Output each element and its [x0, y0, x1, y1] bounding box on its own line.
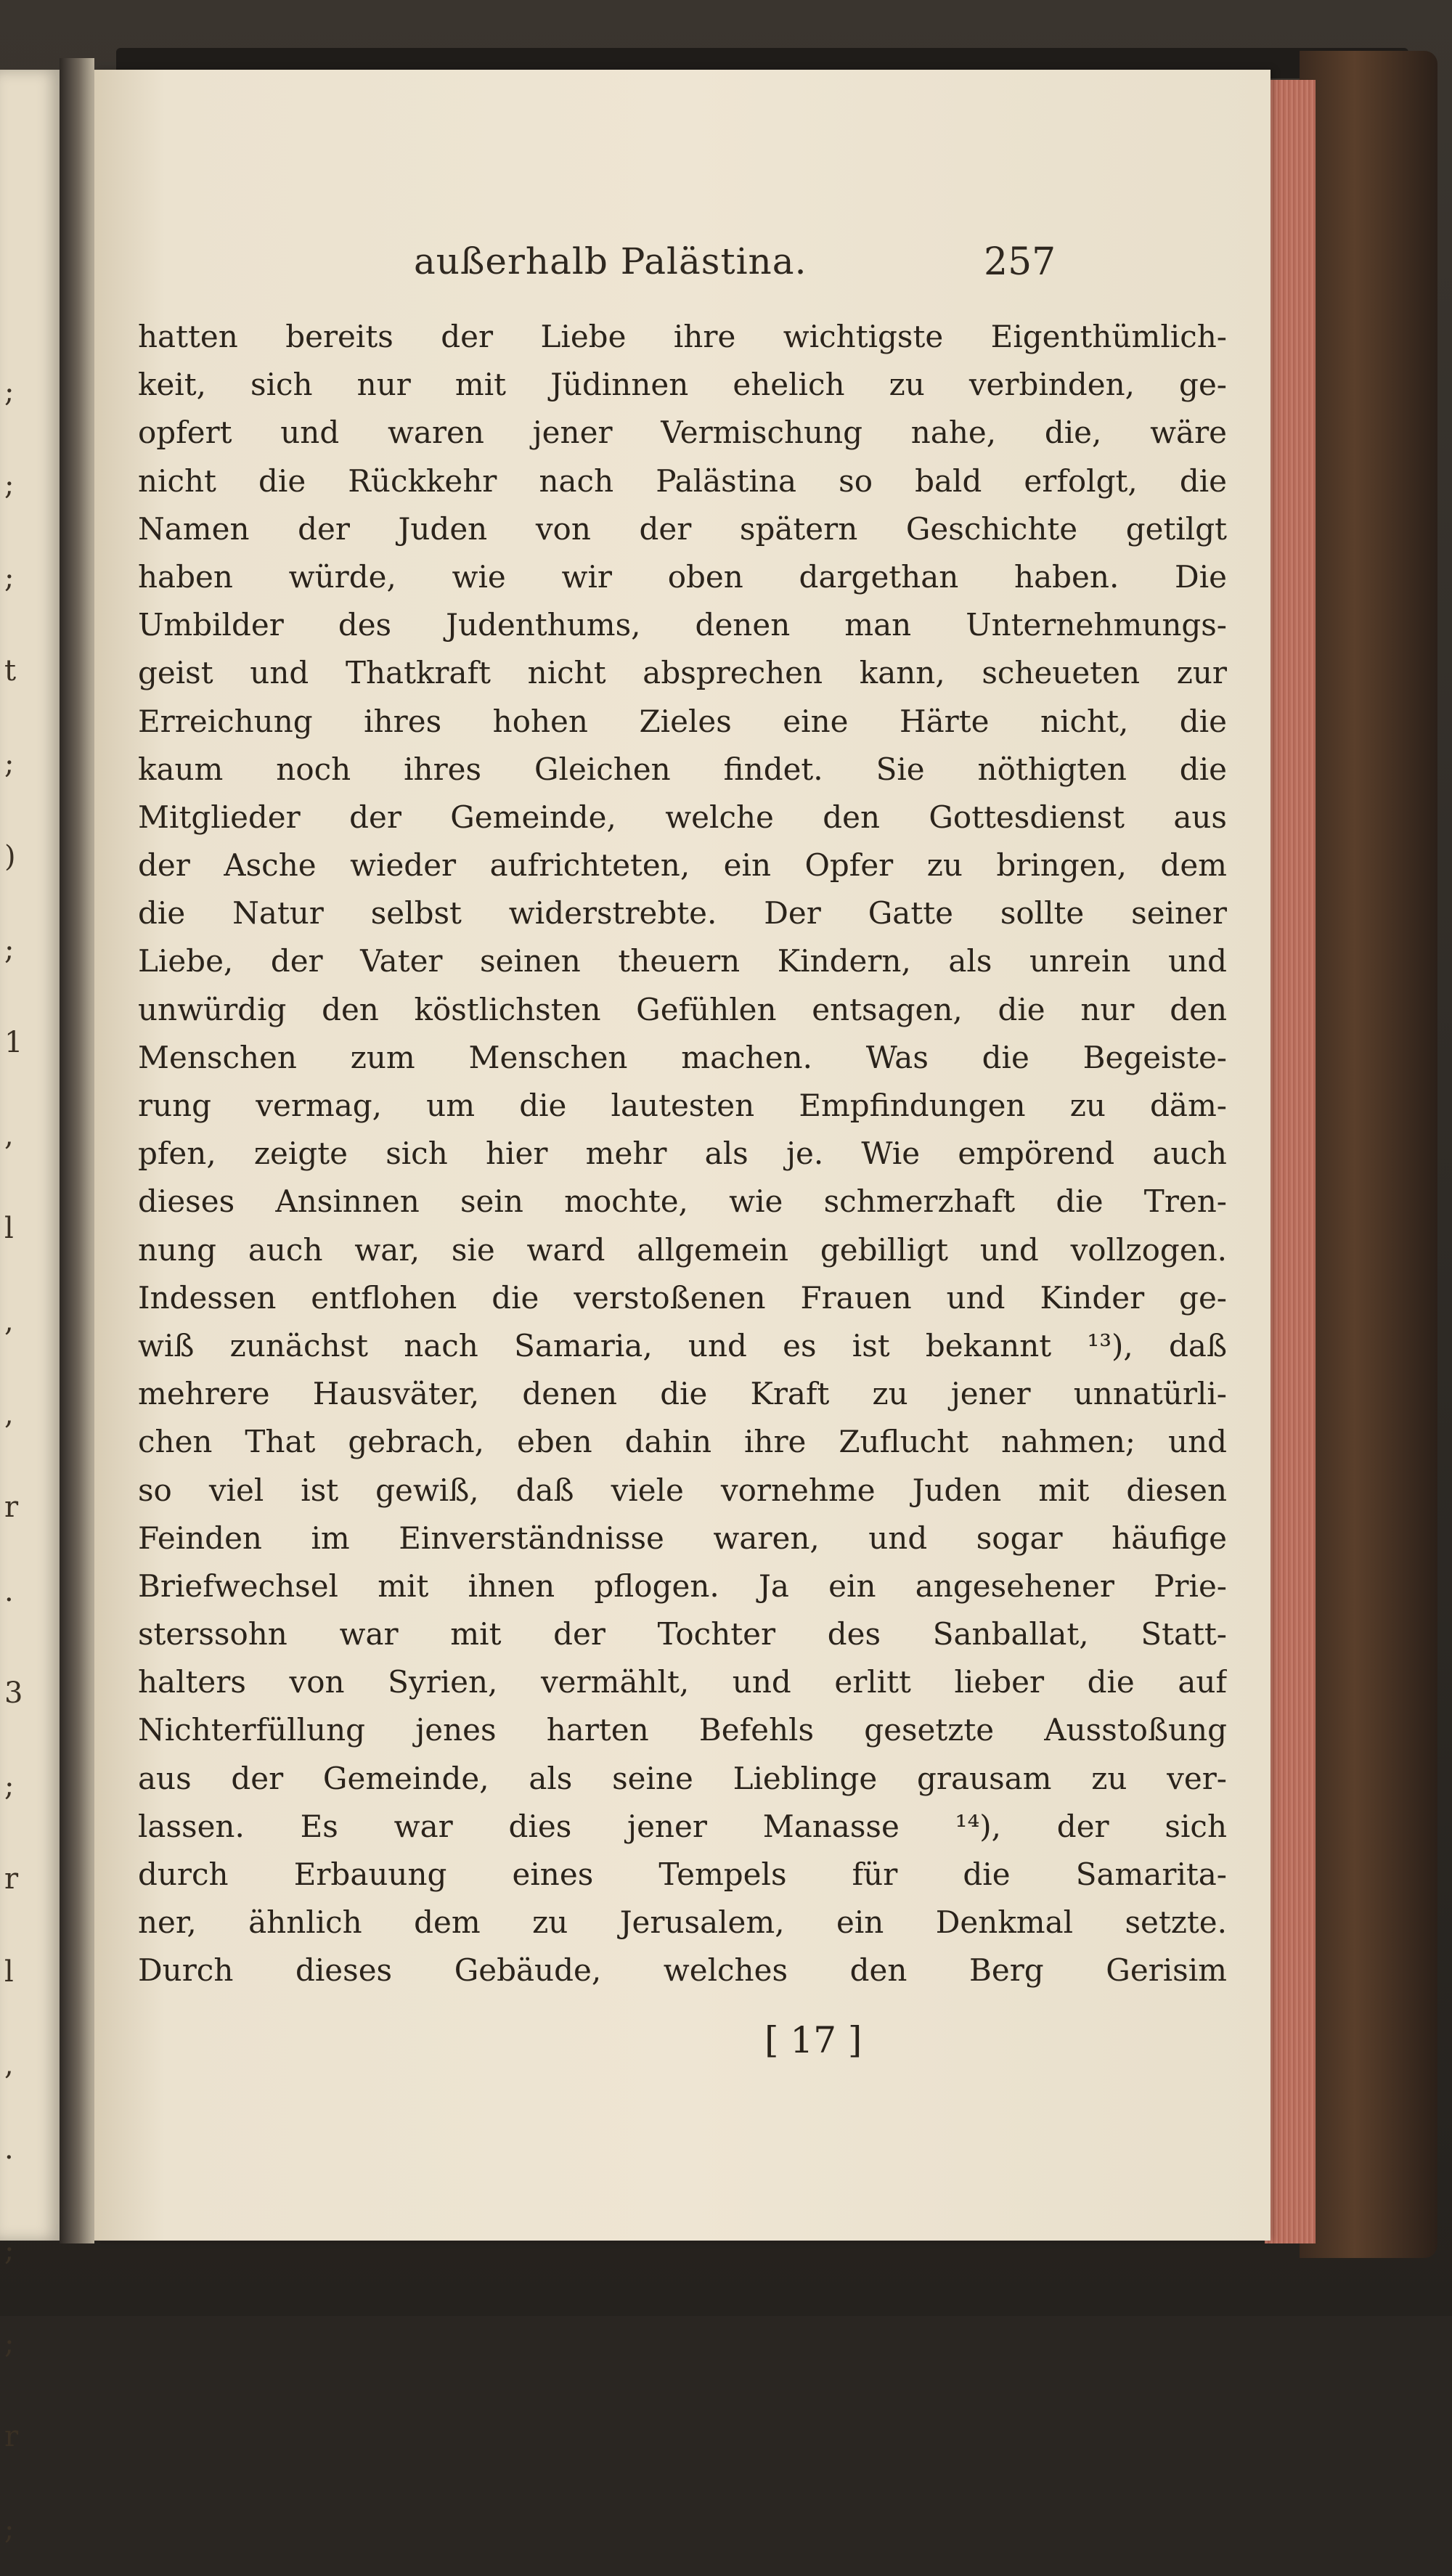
text-line: sterssohn war mit der Tochter des Sanballat, Statt-: [138, 1616, 1227, 1652]
text-line: Namen der Juden von der spätern Geschichte getilgt: [138, 510, 1227, 547]
text-line: pfen, zeigte sich hier mehr als je. Wie empörend auch: [138, 1136, 1227, 1172]
margin-mark: ;: [4, 2327, 15, 2360]
signature-mark: [ 17 ]: [764, 2019, 862, 2061]
text-line: so viel ist gewiß, daß viele vornehme Juden mit diesen: [138, 1472, 1227, 1508]
text-line: Erreichung ihres hohen Zieles eine Härte nicht, die: [138, 703, 1227, 739]
text-line: halters von Syrien, vermählt, und erlitt lieber die auf: [138, 1664, 1227, 1700]
margin-mark: ,: [4, 1305, 14, 1338]
margin-mark: r: [4, 1862, 19, 1896]
text-line: wiß zunächst nach Samaria, und es ist bekannt ¹³), daß: [138, 1327, 1227, 1364]
margin-mark: ;: [4, 2513, 15, 2546]
text-line: Menschen zum Menschen machen. Was die Begeiste-: [138, 1039, 1227, 1075]
margin-mark: ;: [4, 933, 15, 966]
margin-mark: 3: [4, 1676, 23, 1710]
margin-mark: l: [4, 1955, 14, 1989]
text-line: rung vermag, um die lautesten Empfindungen zu däm-: [138, 1088, 1227, 1123]
page-edges: [1265, 80, 1316, 2243]
text-line: keit, sich nur mit Jüdinnen ehelich zu verbinden, ge-: [138, 367, 1227, 403]
margin-mark: ;: [4, 468, 15, 502]
page-number: 257: [984, 240, 1056, 284]
margin-mark: 1: [4, 1026, 23, 1059]
left-page-marginalia: [4, 346, 33, 2546]
text-line: chen That gebrach, eben dahin ihre Zuflucht nahmen; und: [138, 1424, 1227, 1460]
text-line: Mitglieder der Gemeinde, welche den Gottesdienst aus: [138, 799, 1227, 835]
margin-mark: ;: [4, 561, 15, 595]
text-line: mehrere Hausväter, denen die Kraft zu jener unnatürli-: [138, 1376, 1227, 1412]
text-line: aus der Gemeinde, als seine Lieblinge grausam zu ver-: [138, 1760, 1227, 1796]
text-line: ner, ähnlich dem zu Jerusalem, ein Denkmal setzte.: [138, 1904, 1227, 1941]
margin-mark: r: [4, 1491, 19, 1524]
text-line: nung auch war, sie ward allgemein gebilligt und vollzogen.: [138, 1231, 1227, 1268]
text-line: haben würde, wie wir oben dargethan haben. Die: [138, 558, 1227, 595]
margin-mark: r: [4, 2420, 19, 2453]
margin-mark: l: [4, 1212, 14, 1245]
text-line: durch Erbauung eines Tempels für die Samarita-: [138, 1856, 1227, 1892]
text-line: Nichterfüllung jenes harten Befehls gesetzte Ausstoßung: [138, 1712, 1227, 1748]
text-line: Briefwechsel mit ihnen pflogen. Ja ein angesehener Prie-: [138, 1568, 1227, 1604]
text-line: Indessen entflohen die verstoßenen Frauen und Kinder ge-: [138, 1279, 1227, 1316]
book-gutter: [60, 58, 94, 2243]
margin-mark: ,: [4, 2048, 14, 2082]
text-line: Durch dieses Gebäude, welches den Berg Gerisim: [138, 1952, 1227, 1989]
text-line: der Asche wieder aufrichteten, ein Opfer zu bringen, dem: [138, 847, 1227, 884]
body-text: [138, 313, 1227, 1995]
text-line: geist und Thatkraft nicht absprechen kann, scheueten zur: [138, 655, 1227, 691]
text-line: dieses Ansinnen sein mochte, wie schmerzhaft die Tren-: [138, 1183, 1227, 1220]
margin-mark: ·: [4, 1583, 14, 1617]
margin-mark: ;: [4, 1769, 15, 1803]
text-line: opfert und waren jener Vermischung nahe, die, wäre: [138, 415, 1227, 451]
text-line: Feinden im Einverständnisse waren, und sogar häufige: [138, 1520, 1227, 1556]
margin-mark: ·: [4, 2141, 14, 2174]
left-page-edge: [0, 70, 60, 2546]
text-line: Umbilder des Judenthums, denen man Unternehmungs-: [138, 607, 1227, 643]
margin-mark: t: [4, 654, 17, 688]
text-line: die Natur selbst widerstrebte. Der Gatte sollte seiner: [138, 895, 1227, 932]
margin-mark: ;: [4, 747, 15, 780]
text-line: hatten bereits der Liebe ihre wichtigste Eigenthümlich-: [138, 319, 1227, 354]
running-head: außerhalb Palästina.: [414, 240, 807, 282]
margin-mark: ;: [4, 375, 15, 409]
text-line: nicht die Rückkehr nach Palästina so bald erfolgt, die: [138, 462, 1227, 499]
page-header: [94, 240, 1270, 306]
text-line: lassen. Es war dies jener Manasse ¹⁴), der sich: [138, 1808, 1227, 1844]
book-cover-right: [1300, 51, 1437, 2258]
text-line: unwürdig den köstlichsten Gefühlen entsagen, die nur den: [138, 991, 1227, 1027]
text-line: kaum noch ihres Gleichen findet. Sie nöthigten die: [138, 751, 1227, 787]
margin-mark: ,: [4, 1398, 14, 1431]
text-line: Liebe, der Vater seinen theuern Kindern, als unrein und: [138, 943, 1227, 979]
margin-mark: ): [4, 840, 16, 873]
margin-mark: ,: [4, 1119, 14, 1152]
book-page: [94, 70, 1270, 2241]
margin-mark: ;: [4, 2234, 15, 2267]
